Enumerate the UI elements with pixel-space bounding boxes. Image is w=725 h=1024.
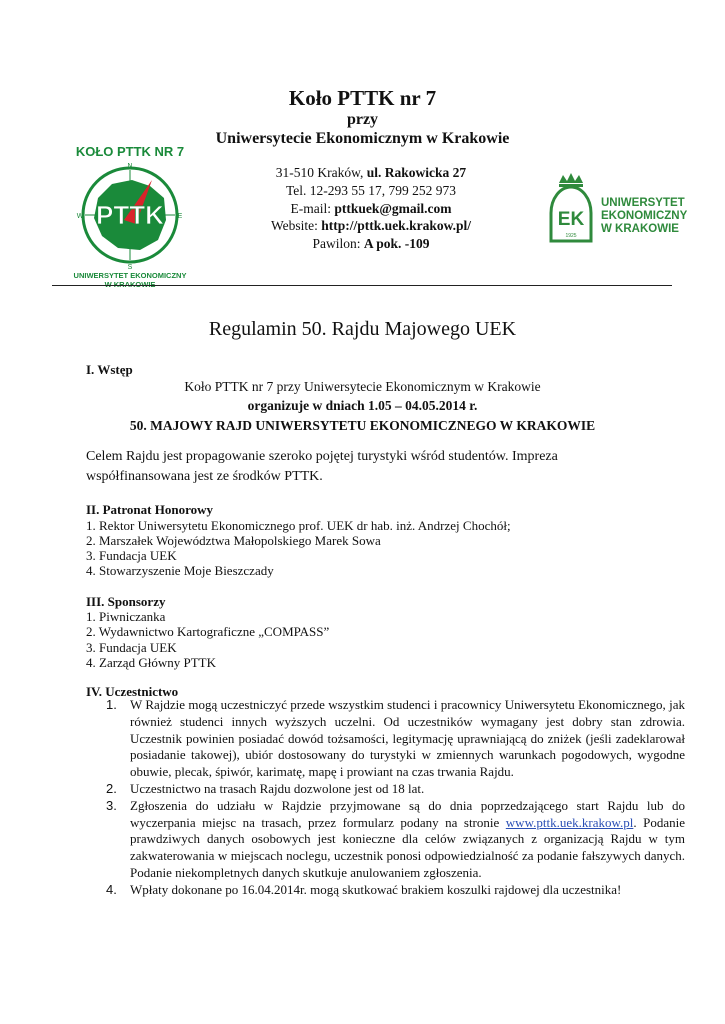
section-sponsors-heading: III. Sponsorzy [86,594,166,609]
address-line [200,165,542,181]
email-line [200,201,542,217]
address-city: 31-510 Kraków, [275,165,364,180]
uek-logo-line2: EKONOMICZNY [601,210,688,222]
item-text-before-link: Zgłoszenia do udziału w Rajdzie przyjmowane są do dnia poprzedzającego start Rajdu lub do wyczerpania miejsc na trasach, przez formularz podany na stronie [130,797,685,830]
compass-e: E [177,213,183,220]
org-title-przy: przy [346,111,379,128]
document-title: Regulamin 50. Rajdu Majowego UEK [208,318,517,340]
section-patronage-heading: II. Patronat Honorowy [86,502,213,517]
pavilion-label: Pawilon: [312,236,361,251]
crown-icon [559,173,583,183]
participation-list [86,697,685,899]
participation-item [106,881,685,899]
compass-w: W [76,213,84,220]
item-number: 4. [106,881,117,897]
item-text: W Rajdzie mogą uczestniczyć przede wszystkim studenci i pracownicy Uniwersytetu Ekonomicznego, jak również studenci innych wyższych uczelni. Od uczestników wymagany jest dobry stan zdrowia. Uczestnik powinien posiadać dowód tożsamości, legitymację uprawniającą do zniżek (jeśli zadeklarował posiadanie takowej), ubiór dostosowany do turystyki w zmiennych warunkach pogodowych, wygodne obuwie, plecak, śpiwór, karimatę, mapę i prowiant na czas trwania Rajdu. [130,697,685,780]
section-intro-heading: I. Wstęp [86,362,133,377]
org-university: Uniwersytecie Ekonomicznym w Krakowie [215,130,510,147]
patronage-item: 3. Fundacja UEK [86,548,177,563]
uek-logo [545,173,705,245]
participation-item [106,780,685,798]
compass-n: N [127,163,133,170]
item-number: 1. [106,697,117,712]
address-street: ul. Rakowicka 27 [366,165,467,180]
item-text: Uczestnictwo na trasach Rajdu dozwolone jest od 18 lat. [130,780,425,796]
sponsor-item: 4. Zarząd Główny PTTK [86,655,216,670]
website-value[interactable]: http://pttk.uek.krakow.pl/ [321,218,471,233]
pavilion-value: A pok. -109 [363,236,430,251]
uek-logo-line3: W KRAKOWIE [601,223,679,235]
pttk-logo-center-text: PTTK [96,200,164,230]
website-label: Website: [271,218,318,233]
pttk-logo-bottom-line1: UNIWERSYTET EKONOMICZNY [73,271,187,280]
patronage-item: 1. Rektor Uniwersytetu Ekonomicznego prof. UEK dr hab. inż. Andrzej Chochół; [86,518,511,533]
intro-paragraph: Celem Rajdu jest propagowanie szeroko pojętej turystyki wśród studentów. Impreza współfinansowana jest ze środków PTTK. [86,449,558,484]
pttk-logo [60,140,200,290]
section-participation-heading: IV. Uczestnictwo [86,684,179,699]
pavilion-line [200,236,542,252]
header-divider [52,285,672,286]
participation-item [106,797,686,882]
intro-line-2: organizuje w dniach 1.05 – 04.05.2014 r. [247,398,478,413]
intro-line-1: Koło PTTK nr 7 przy Uniwersytecie Ekonomicznym w Krakowie [184,379,541,394]
phone-line: Tel. 12-293 55 17, 799 252 973 [285,183,457,198]
item-text-after-link: . Podanie prawdziwych danych osobowych jest konieczne dla celów związanych z organizacją Rajdu w tym zakwaterowania w miejscach noclegu, uczestnik ponosi odpowiedzialność za podanie fałszywych danych. Podanie niekompletnych danych skutkuje anulowaniem zgłoszenia. [130,814,686,880]
item-text: Wpłaty dokonane po 16.04.2014r. mogą skutkować brakiem koszulki rajdowej dla uczestnika! [130,881,622,897]
sponsor-item: 2. Wydawnictwo Kartograficzne „COMPASS” [86,624,330,639]
compass-s: S [127,264,133,271]
uek-monogram: EK [557,209,585,230]
uek-logo-line1: UNIWERSYTET [601,197,685,209]
pttk-logo-bottom-line2: W KRAKOWIE [104,280,156,289]
org-title: Koło PTTK nr 7 [288,86,437,110]
participation-item [106,697,685,781]
uek-year: 1925 [565,233,577,239]
intro-line-3: 50. MAJOWY RAJD UNIWERSYTETU EKONOMICZNEGO W KRAKOWIE [129,418,596,433]
registration-link[interactable]: www.pttk.uek.krakow.pl [505,814,634,830]
sponsor-item: 3. Fundacja UEK [86,640,177,655]
item-number: 3. [106,797,117,813]
item-number: 2. [106,780,117,796]
patronage-item: 2. Marszałek Województwa Małopolskiego Marek Sowa [86,533,381,548]
pttk-logo-top-text: KOŁO PTTK NR 7 [75,144,185,159]
email-label: E-mail: [290,201,331,216]
patronage-item: 4. Stowarzyszenie Moje Bieszczady [86,563,274,578]
email-value[interactable]: pttkuek@gmail.com [334,201,452,216]
sponsor-item: 1. Piwniczanka [86,609,166,624]
website-line [200,218,542,234]
